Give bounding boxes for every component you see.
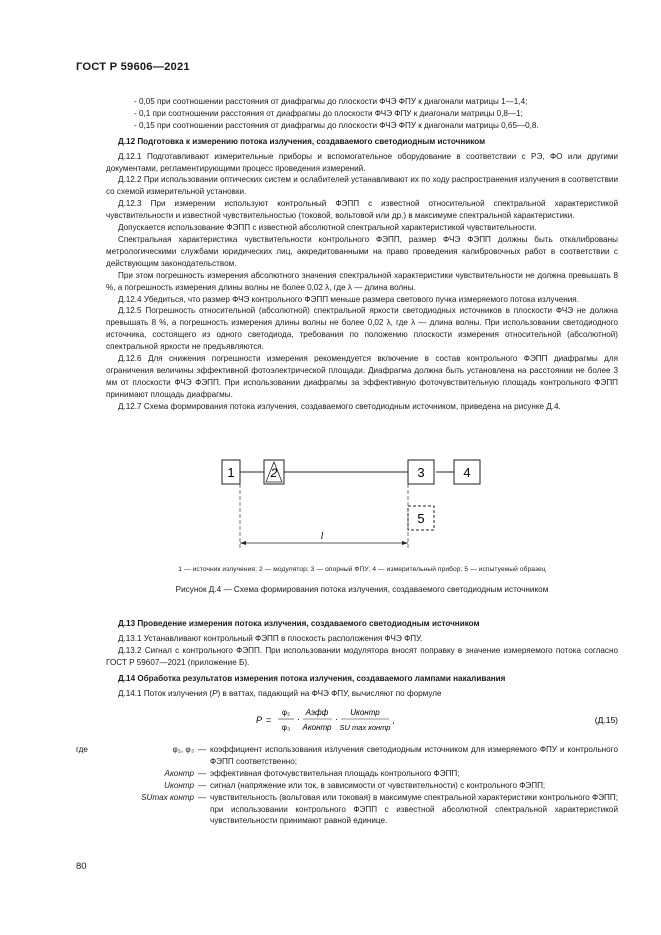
formula-lhs: P [256,715,263,725]
where-symbol: Aконтр [164,768,194,778]
page-number: 80 [76,861,87,872]
intro-text-end: ) в ваттах, падающий на ФЧЭ ФПУ, вычисляют по формуле [217,688,442,698]
figure-caption: Рисунок Д.4 — Схема формирования потока излучения, создаваемого светодиодным источником [175,585,549,594]
where-row [106,780,618,792]
paragraph: Спектральная характеристика чувствительности контрольного ФЭПП, размер ФЧЭ ФЭПП должны быть откалиброваны метрологическими службами юридических лиц, аккредитованными на право проведения калибровочных работ в соответствии с действующим законодательством. [106,234,618,268]
formula-eq: = [266,715,272,725]
paragraph-formula-intro [106,688,618,700]
where-desc: сигнал (напряжение или ток, в зависимости от чувствительности) с контрольного ФЭПП; [210,780,546,790]
label-4: 4 [463,465,471,480]
where-symbol: SUmax контр [141,792,194,802]
where-dash: — [198,768,207,778]
section-heading-d13: Д.13 Проведение измерения потока излучения, создаваемого светодиодным источником [118,619,480,628]
paragraph: Д.12.7 Схема формирования потока излучения, создаваемого светодиодным источником, приведена на рисунке Д.4. [118,401,561,411]
frac3-num: Uконтр [350,708,380,717]
distance-label: l [320,531,324,542]
paragraph: Д.13.1 Устанавливают контрольный ФЭПП в плоскость расположения ФЧЭ ФПУ. [118,633,423,643]
document-header: ГОСТ Р 59606—2021 [76,61,190,73]
arrow-left-icon [240,541,246,545]
where-dash: — [198,745,207,754]
where-desc: эффективная фоточувствительная площадь контрольного ФЭПП; [210,768,460,778]
label-5: 5 [417,511,425,526]
dash-item: - 0,15 при соотношении расстояния от диафрагмы до плоскости ФЧЭ ФПУ к диагонали матрицы 0,65—0,8. [134,120,539,130]
where-desc: коэффициент использования излучения светодиодным источником для измеряемого ФПУ и контрольного ФЭПП соответственно; [210,745,618,766]
paragraph: Д.12.1 Подготавливают измерительные приборы и вспомогательное оборудование в соответствии с РЭ, ФО или другими документами, регламентирующими процесс проведения измерений. [106,151,618,173]
section-heading-d12: Д.12 Подготовка к измерению потока излучения, создаваемого светодиодным источником [118,136,486,146]
formula-comma: , [392,715,395,725]
body-text [106,96,618,413]
where-block [76,744,618,827]
where-dash: — [198,780,207,790]
frac3-den: SU max контр [339,723,391,732]
where-dash: — [198,792,207,802]
paragraph: Д.12.6 Для снижения погрешности измерения рекомендуется включение в состав контрольного ФЭПП диафрагмы для ограничения величины эффективной фотоэлектрической площади. Диафрагма должна быть установлена на расстоянии не более 3 мм от плоскости ФЧЭ ФЭПП. При использовании диафрагмы за эффективную фоточувствительную площадь контрольного ФЭПП принимают площадь диафрагмы. [106,354,618,399]
label-2: 2 [270,466,278,480]
figure-legend: 1 — источник излучения; 2 — модулятор; 3 — опорный ФПУ; 4 — измерительный прибор; 5 — испытуемый образец [178,566,546,573]
intro-text: Д.14.1 Поток излучения ( [118,688,213,698]
arrow-right-icon [402,541,408,545]
frac1-num: φ₂ [281,708,291,717]
label-1: 1 [227,465,235,480]
section-heading-d14: Д.14 Обработка результатов измерения потока излучения, создаваемого лампами накаливания [118,673,506,683]
dash-item: - 0,05 при соотношении расстояния от диафрагмы до плоскости ФЧЭ ФПУ к диагонали матрицы 1—1,4; [134,97,528,106]
figure-d4-diagram [186,448,506,558]
paragraph: Д.12.5 Погрешность относительной (абсолютной) спектральной яркости светодиодных источников в плоскости ФЧЭ не должна превышать 8 %, а погрешность измерения длины волны не более 0,02 λ, где λ — длина волны. При использовании светодиодного источника, состоящего из одного светодиода, требования по положению плоскости измерения относительной (абсолютной) спектральной яркости не предъявляются. [106,306,618,352]
dot-1: · [297,714,300,724]
where-label: где [76,745,88,754]
paragraph: При этом погрешность измерения абсолютного значения спектральной характеристики чувствительности не должна превышать 8 %, а погрешность измерения длины волны не более 0,02 λ, где λ — длина волны. [106,270,618,292]
dash-item: - 0,1 при соотношении расстояния от диафрагмы до плоскости ФЧЭ ФПУ к диагонали матрицы 0,8—1; [134,108,523,118]
frac2-num: Aэфф [305,708,329,717]
dot-2: · [335,714,338,724]
where-row [106,744,618,768]
where-symbol: Uконтр [164,780,194,790]
where-desc: чувствительность (вольтовая или токовая) в максимуме спектральной характеристики контрольного ФЭПП; при использовании контрольного ФЭПП с известной абсолютной спектральной характеристикой чувствительности принимают равной единице. [210,792,618,826]
body-text-2 [106,618,618,699]
paragraph: Д.12.3 При измерении используют контрольный ФЭПП с известной относительной спектральной характеристикой чувствительности и известной чувствительностью (токовой, вольтовой или др.) в максимуме спектральной характеристики. [106,199,618,221]
frac1-den: φ₃ [281,723,291,732]
formula-d15 [106,702,618,738]
paragraph: Д.12.4 Убедиться, что размер ФЧЭ контрольного ФЭПП меньше размера светового пучка измеряемого потока излучения. [118,294,579,304]
formula-number: (Д.15) [594,715,618,725]
where-symbol: φ₂, φ₃ [172,745,194,754]
paragraph: Д.12.2 При использовании оптических систем и ослабителей устанавливают их по ходу распространения излучения в соответствии со схемой измерительной установки. [106,175,618,197]
frac2-den: Aконтр [302,723,332,732]
where-row [106,792,618,828]
paragraph: Д.13.2 Сигнал с контрольного ФЭПП. При использовании модулятора вносят поправку в значение измеряемого потока согласно ГОСТ Р 59607—2021 (приложение Б). [106,645,618,667]
label-3: 3 [417,465,425,480]
paragraph: Допускается использование ФЭПП с известной абсолютной спектральной характеристикой чувствительности. [118,223,537,233]
var-p: P [212,688,218,698]
where-row [106,768,618,780]
